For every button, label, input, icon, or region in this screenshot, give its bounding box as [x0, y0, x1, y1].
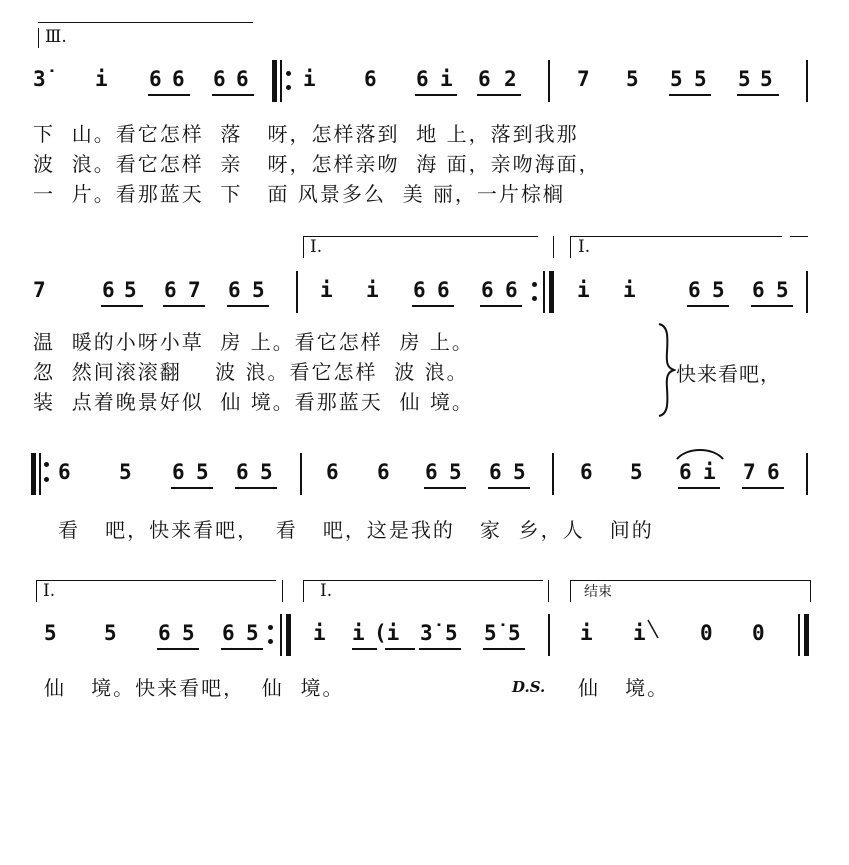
barline	[548, 614, 550, 656]
volta-bracket-right	[810, 580, 811, 602]
underline	[480, 305, 522, 307]
brace-lyric: 快来看吧，	[676, 362, 781, 386]
barline	[296, 271, 298, 313]
note: 6	[688, 278, 701, 302]
barline	[806, 453, 808, 495]
note: 5	[449, 460, 462, 484]
underline	[171, 487, 213, 489]
note: i	[366, 278, 379, 302]
note: 6	[102, 278, 115, 302]
note: 5	[445, 621, 458, 645]
note: 6	[326, 460, 339, 484]
note: 5	[508, 621, 521, 645]
volta-bracket-right	[282, 580, 283, 602]
volta-label: Ⅰ.	[43, 581, 56, 601]
volta-bracket-line	[303, 236, 538, 237]
barline	[806, 60, 808, 102]
note: 2	[504, 67, 517, 91]
note: 5	[694, 67, 707, 91]
note: 5	[124, 278, 137, 302]
note: 6	[752, 278, 765, 302]
note: 6	[236, 67, 249, 91]
barline	[280, 60, 282, 102]
underline	[148, 94, 190, 96]
note: 6	[222, 621, 235, 645]
repeat-start-barline	[31, 453, 36, 495]
note: 6	[172, 67, 185, 91]
underline	[477, 94, 521, 96]
volta-bracket-line	[790, 236, 808, 237]
note: 6	[416, 67, 429, 91]
underline	[483, 648, 525, 650]
note: 5	[760, 67, 773, 91]
underline	[669, 94, 711, 96]
ds-mark: D.S.	[512, 678, 546, 696]
note: i	[580, 621, 593, 645]
fermata-stroke-icon	[646, 618, 660, 640]
underline	[488, 487, 530, 489]
volta-label: Ⅰ.	[320, 581, 333, 601]
note: 5	[252, 278, 265, 302]
note: 5	[738, 67, 751, 91]
underline	[235, 487, 277, 489]
note: 6	[481, 278, 494, 302]
volta-label: Ⅰ.	[578, 237, 591, 257]
note: (i	[374, 621, 400, 645]
underline	[385, 648, 415, 650]
underline	[424, 487, 466, 489]
note: 5	[246, 621, 259, 645]
note: i	[577, 278, 590, 302]
note: 6	[164, 278, 177, 302]
repeat-end-barline	[286, 614, 291, 656]
volta-bracket-left	[570, 580, 571, 602]
note: i	[320, 278, 333, 302]
volta-bracket-right	[548, 580, 549, 602]
note: 5	[260, 460, 273, 484]
underline	[412, 305, 454, 307]
volta-bracket-line	[570, 236, 782, 237]
underline	[352, 648, 377, 650]
note: 6	[489, 460, 502, 484]
underline	[221, 648, 263, 650]
underline	[737, 94, 779, 96]
note: 6	[580, 460, 593, 484]
note: i	[623, 278, 636, 302]
volta-bracket-left	[570, 236, 571, 258]
note: 6	[228, 278, 241, 302]
note: 5	[630, 460, 643, 484]
lyric-line-1: 下 山。看它怎样 落 呀，怎样落到 地 上，落到我那	[33, 122, 579, 146]
volta-fine-label: 结束	[584, 584, 612, 600]
barline	[543, 271, 545, 313]
underline	[163, 305, 205, 307]
repeat-dot	[286, 71, 291, 76]
repeat-dot	[44, 477, 49, 482]
note: 5̇	[484, 621, 497, 645]
underline	[101, 305, 143, 307]
repeat-dot	[532, 282, 537, 287]
slur-icon	[675, 446, 725, 460]
underline	[678, 487, 720, 489]
note: 5	[44, 621, 57, 645]
lyric-line-3: 一 片。看那蓝天 下 面 风景多么 美 丽，一片棕榈	[33, 182, 565, 206]
lyric-line-2: 忽 然间滚滚翻 波 浪。看它怎样 波 浪。	[33, 360, 469, 384]
note: 6	[437, 278, 450, 302]
lyric-line-1: 仙 境。快来看吧， 仙 境。	[44, 676, 345, 700]
note: i	[440, 67, 453, 91]
note: 6	[505, 278, 518, 302]
note: 7	[577, 67, 590, 91]
note: 6	[236, 460, 249, 484]
note: 3̇	[33, 67, 46, 91]
repeat-start-barline	[272, 60, 277, 102]
lyric-line-3: 装 点着晚景好似 仙 境。看那蓝天 仙 境。	[33, 390, 474, 414]
barline	[300, 453, 302, 495]
barline	[552, 453, 554, 495]
note: i	[633, 621, 646, 645]
barline	[806, 271, 808, 313]
note: 6	[478, 67, 491, 91]
volta-bracket-left	[303, 580, 304, 602]
note: i	[703, 460, 716, 484]
note: 6	[413, 278, 426, 302]
note: i	[352, 621, 365, 645]
volta-bracket-line	[570, 580, 810, 581]
note: 3̇	[420, 621, 433, 645]
barline	[280, 614, 282, 656]
brace-icon	[656, 322, 676, 418]
lyric-line-1: 看 吧，快来看吧， 看 吧，这是我的 家 乡，人 间的	[58, 518, 654, 542]
volta-bracket-left	[38, 28, 39, 48]
note: 5	[626, 67, 639, 91]
note: 6	[172, 460, 185, 484]
final-barline	[804, 614, 809, 656]
note: 0	[752, 621, 765, 645]
note: 5	[182, 621, 195, 645]
note: 5	[104, 621, 117, 645]
note: i	[313, 621, 326, 645]
note: 6	[425, 460, 438, 484]
volta-bracket-line	[303, 580, 543, 581]
repeat-dot	[268, 639, 273, 644]
volta-label: Ⅲ.	[45, 27, 67, 47]
note: 5	[712, 278, 725, 302]
note: 0	[700, 621, 713, 645]
underline	[227, 305, 269, 307]
note: 6	[149, 67, 162, 91]
note: 7	[33, 278, 46, 302]
note: 6	[158, 621, 171, 645]
repeat-dot	[286, 85, 291, 90]
note: i	[95, 67, 108, 91]
underline	[212, 94, 254, 96]
note: 5	[513, 460, 526, 484]
volta-bracket-right	[553, 236, 554, 258]
barline	[548, 60, 550, 102]
note: 5	[670, 67, 683, 91]
underline	[687, 305, 729, 307]
barline	[39, 453, 41, 495]
repeat-dot	[532, 296, 537, 301]
note: 6	[679, 460, 692, 484]
note: 6	[364, 67, 377, 91]
volta-bracket-line	[38, 22, 253, 23]
volta-label: Ⅰ.	[310, 237, 323, 257]
note: i	[303, 67, 316, 91]
volta-bracket-left	[36, 580, 37, 602]
repeat-dot	[268, 625, 273, 630]
underline	[751, 305, 793, 307]
volta-bracket-left	[303, 236, 304, 258]
note: 5	[776, 278, 789, 302]
note: 6	[58, 460, 71, 484]
note: 7	[743, 460, 756, 484]
underline	[157, 648, 199, 650]
ds-lyric: 仙 境。	[578, 676, 670, 700]
lyric-line-1: 温 暖的小呀小草 房 上。看它怎样 房 上。	[33, 330, 474, 354]
repeat-end-barline	[549, 271, 554, 313]
underline	[419, 648, 461, 650]
note: 6	[767, 460, 780, 484]
volta-bracket-line	[36, 580, 276, 581]
note: 5	[196, 460, 209, 484]
note: 7	[188, 278, 201, 302]
barline	[798, 614, 800, 656]
lyric-line-2: 波 浪。看它怎样 亲 呀，怎样亲吻 海 面，亲吻海面，	[33, 152, 601, 176]
underline	[742, 487, 784, 489]
note: 6	[377, 460, 390, 484]
note: 6	[213, 67, 226, 91]
repeat-dot	[44, 462, 49, 467]
note: 5	[119, 460, 132, 484]
underline	[415, 94, 457, 96]
